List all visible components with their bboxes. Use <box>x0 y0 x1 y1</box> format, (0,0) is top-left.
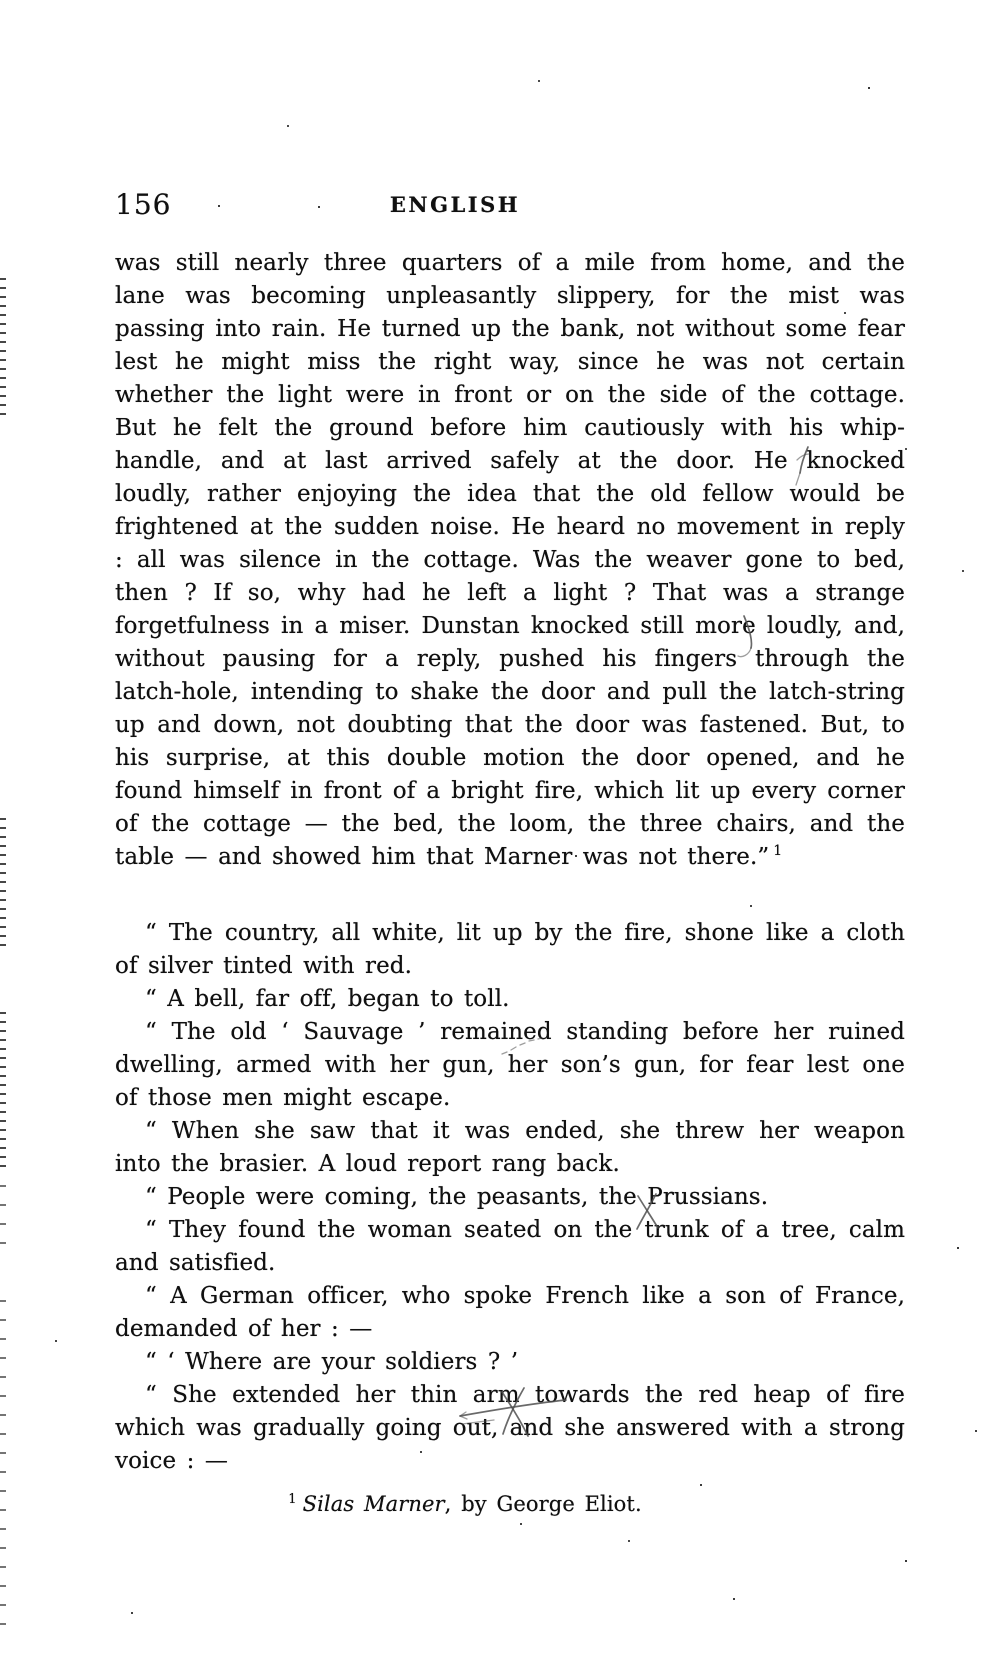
scan-edge-noise <box>0 1185 6 1245</box>
quoted-passage <box>115 917 905 1478</box>
quote-paragraph: “ ‘ Where are your soldiers ? ’ <box>145 1349 519 1375</box>
quote-paragraph: “ She extended her thin arm towards the red heap of fire which was gradually going out, and she answered with a strong voice : — <box>115 1382 905 1474</box>
scan-edge-noise <box>0 818 6 950</box>
footnote <box>115 1487 815 1517</box>
running-header: ENGLISH <box>389 192 521 217</box>
scan-edge-noise <box>0 1300 6 1630</box>
quote-paragraph: “ They found the woman seated on the trunk of a tree, calm and satisfied. <box>115 1217 905 1276</box>
body-paragraph <box>115 247 905 874</box>
footnote-reference: 1 <box>773 843 783 860</box>
quote-paragraph: “ When she saw that it was ended, she threw her weapon into the brasier. A loud report rang back. <box>115 1118 905 1177</box>
footnote-text: , by George Eliot. <box>444 1492 642 1516</box>
quote-paragraph: “ The old ‘ Sauvage ’ remained standing before her ruined dwelling, armed with her gun, her son’s gun, for fear lest one of those men might escape. <box>115 1019 905 1111</box>
scan-edge-noise <box>0 1012 6 1170</box>
footnote-marker: 1 <box>288 1492 297 1507</box>
quote-paragraph: “ A bell, far off, began to toll. <box>145 986 510 1012</box>
scan-edge-noise <box>0 278 6 420</box>
quote-paragraph: “ People were coming, the peasants, the Prussians. <box>145 1184 769 1210</box>
quote-paragraph: “ The country, all white, lit up by the fire, shone like a cloth of silver tinted with red. <box>115 920 905 979</box>
quote-paragraph: “ A German officer, who spoke French like a son of France, demanded of her : — <box>115 1283 905 1342</box>
page-number: 156 <box>115 188 172 221</box>
footnote-work-title: Silas Marner <box>302 1492 445 1516</box>
body-paragraph-text: was still nearly three quarters of a mile from home, and the lane was becoming unpleasantly slippery, for the mist was passing into rain. He turned up the bank, not without some fear lest he might miss the right way, since he was not certain whether the light were in front or on the side of the cottage. But he felt the ground before him cautiously with his whip-handle, and at last arrived safely at the door. He knocked loudly, rather enjoying the idea that the old fellow would be frightened at the sudden noise. He heard no movement in reply : all was silence in the cottage. Was the weaver gone to bed, then ? If so, why had he left a light ? That was a strange forgetfulness in a miser. Dunstan knocked still more loudly, and, without pausing for a reply, pushed his fingers through the latch-hole, intending to shake the door and pull the latch-string up and down, not doubting that the door was fastened. But, to his surprise, at this double motion the door opened, and he found himself in front of a bright fire, which lit up every corner of the cottage — the bed, the loom, the three chairs, and the table — and showed him that Marner was not there.” <box>115 250 905 870</box>
scan-specks <box>0 0 2 2</box>
text-block <box>115 247 905 1517</box>
page-header <box>115 188 905 221</box>
